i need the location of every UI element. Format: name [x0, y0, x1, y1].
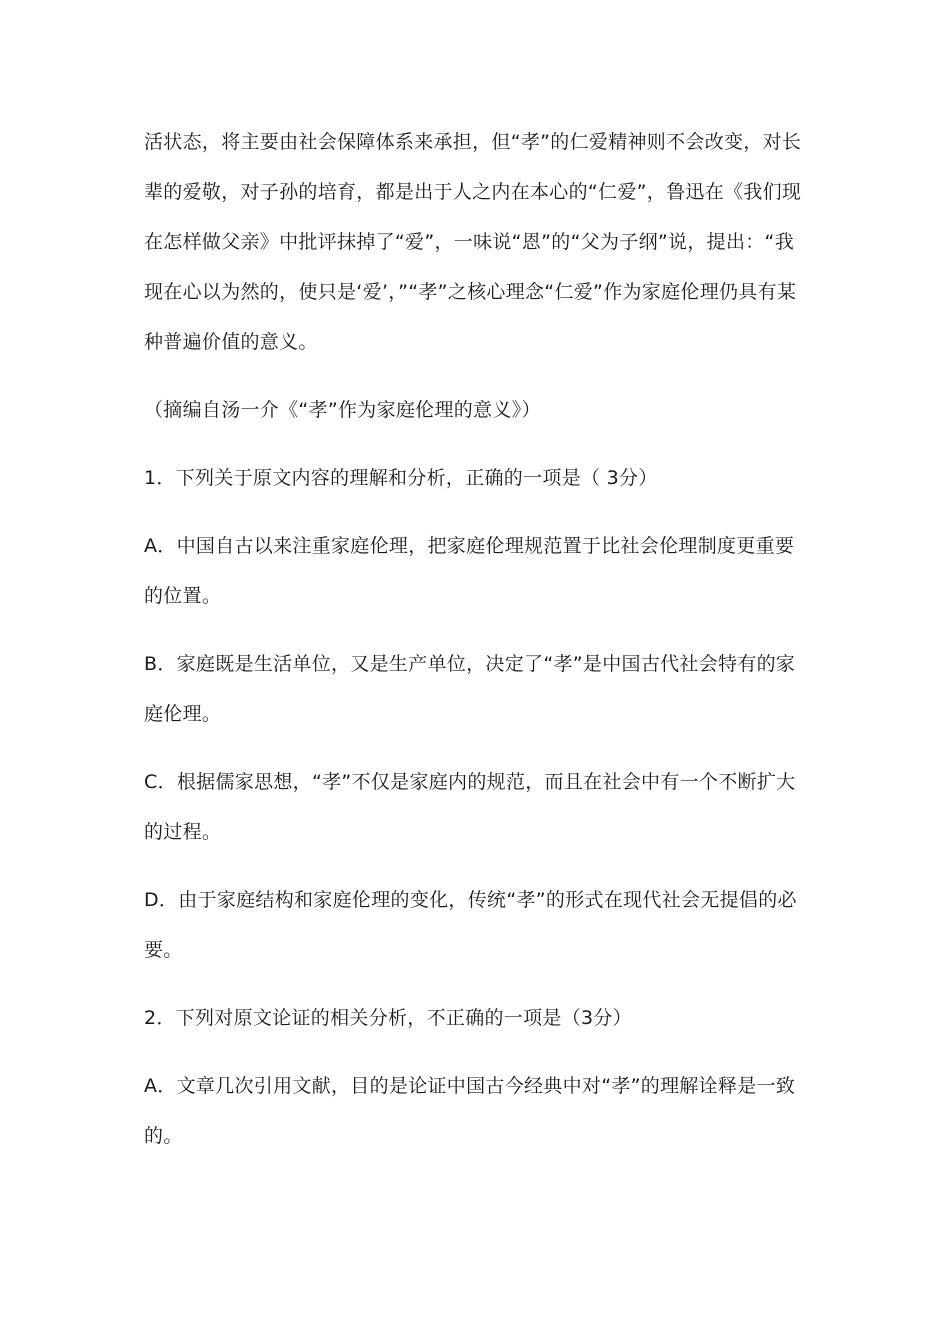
- question-1-option-a: A．中国自古以来注重家庭伦理，把家庭伦理规范置于比社会伦理制度更重要的位置。: [144, 535, 795, 607]
- question-1-option-b: B．家庭既是生活单位，又是生产单位，决定了“孝”是中国古代社会特有的家庭伦理。: [144, 653, 796, 725]
- question-2-stem: 2．下列对原文论证的相关分析，不正确的一项是（3分）: [144, 1007, 632, 1029]
- question-2-option-a: A．文章几次引用文献，目的是论证中国古今经典中对“孝”的理解诠释是一致的。: [144, 1075, 796, 1147]
- document-body: [144, 117, 812, 1161]
- passage-paragraph: 活状态，将主要由社会保障体系来承担，但“孝”的仁爱精神则不会改变，对长辈的爱敬，对子孙的培育，都是出于人之内在本心的“仁爱”，鲁迅在《我们现在怎样做父亲》中批评抹掉了“爱”，一味说“恩”的“父为子纲”说，提出：“我现在心以为然的，使只是‘爱’，”“孝”之核心理念“仁爱”作为家庭伦理仍具有某种普遍价值的意义。: [144, 131, 802, 353]
- source-citation: （摘编自汤一介《“孝”作为家庭伦理的意义》）: [144, 399, 541, 421]
- question-1-option-c: C．根据儒家思想，“孝”不仅是家庭内的规范，而且在社会中有一个不断扩大的过程。: [144, 771, 796, 843]
- question-1-stem: 1．下列关于原文内容的理解和分析，正确的一项是（ 3分）: [144, 467, 658, 489]
- question-1-option-d: D．由于家庭结构和家庭伦理的变化，传统“孝”的形式在现代社会无提倡的必要。: [144, 889, 797, 961]
